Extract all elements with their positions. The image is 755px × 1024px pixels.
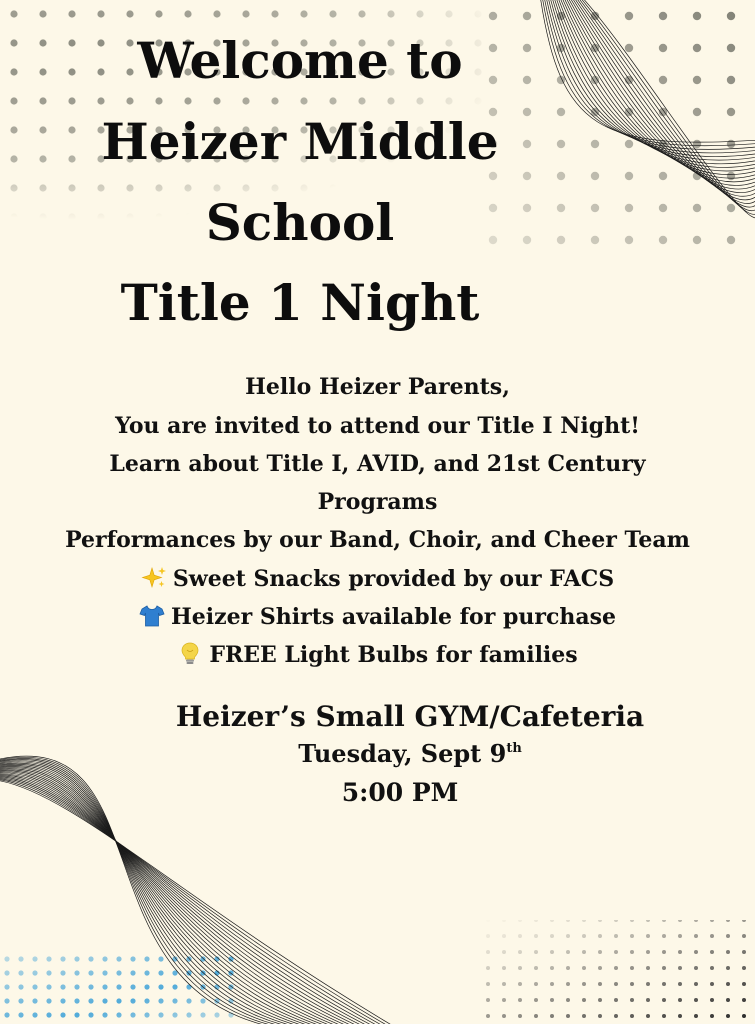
learn-text-line-1: Learn about Title I, AVID, and 21st Century (109, 451, 646, 477)
shirts-line (0, 604, 755, 628)
tshirt-icon (139, 604, 165, 628)
dot-pattern-bottom-left (0, 950, 240, 1024)
bulbs-line (0, 642, 755, 666)
shirts-text: Heizer Shirts available for purchase (171, 604, 616, 630)
snacks-text: Sweet Snacks provided by our FACS (172, 566, 615, 592)
title-line-1: Welcome to (137, 31, 463, 90)
sparkles-icon (141, 566, 167, 590)
light-bulb-icon (177, 642, 203, 666)
title-line-4: Title 1 Night (120, 273, 480, 332)
event-date (80, 739, 740, 768)
performances-text: Performances by our Band, Choir, and Cheer Team (65, 527, 690, 553)
learn-text-line-2: Programs (317, 489, 438, 515)
event-date-text: Tuesday, Sept 9 (298, 739, 507, 768)
event-time: 5:00 PM (341, 778, 459, 807)
bulbs-text: FREE Light Bulbs for families (209, 642, 578, 668)
snacks-line (0, 566, 755, 590)
invite-text: You are invited to attend our Title I Night! (115, 413, 640, 439)
title-line-2: Heizer Middle (101, 112, 499, 171)
title-line-3: School (205, 193, 395, 252)
dot-pattern-bottom-right (480, 920, 755, 1024)
event-date-suffix: th (506, 741, 522, 756)
event-location: Heizer’s Small GYM/Cafeteria (175, 700, 645, 733)
greeting-text: Hello Heizer Parents, (245, 374, 510, 400)
